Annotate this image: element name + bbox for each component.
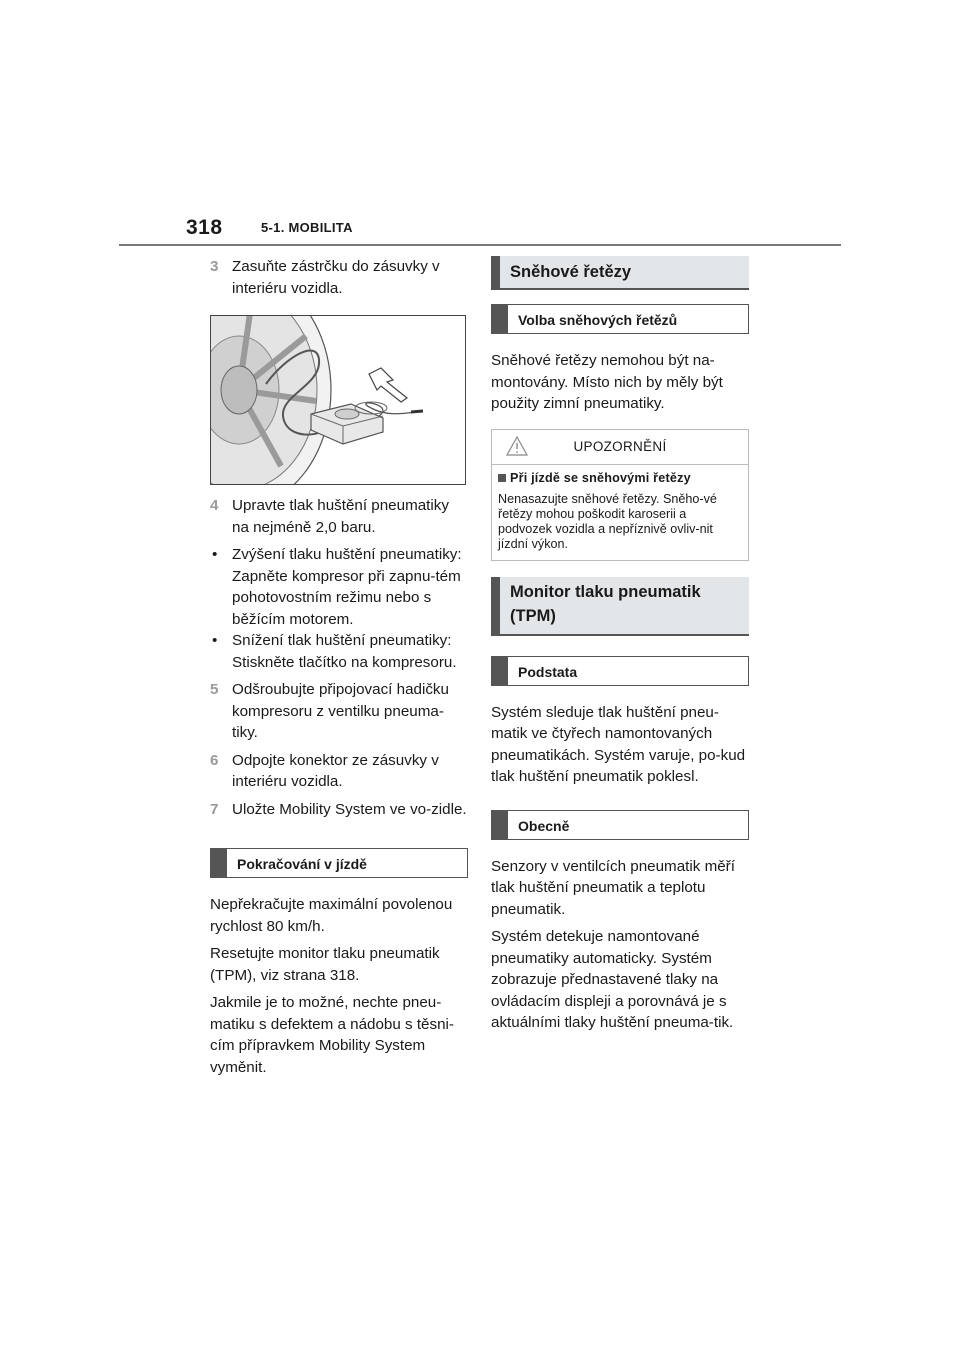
warning-label: UPOZORNĚNÍ <box>573 438 667 454</box>
heading-bar <box>492 811 508 839</box>
warning-text: Nenasazujte sněhové řetězy. Sněho-vé řetězy mohou poškodit karoserii a podvozek vozidla a nepříznivě ovliv-nit jízdní výkon. <box>498 491 717 551</box>
subheading-continue-driving <box>210 848 468 878</box>
paragraph: Senzory v ventilcích pneumatik měří tlak huštění pneumatik a teplotu pneumatik. <box>491 857 735 918</box>
step-5 <box>210 679 468 744</box>
step-number: 7 <box>210 800 219 818</box>
paragraph: Sněhové řetězy nemohou být na-montovány. Místo nich by měly být použity zimní pneumatiky. <box>491 352 723 412</box>
step-6 <box>210 750 468 793</box>
compressor-plug-image <box>211 316 466 485</box>
step-text: Odšroubujte připojovací hadičku kompresoru z ventilku pneuma-tiky. <box>232 681 449 741</box>
subheading-general <box>491 810 749 840</box>
step-text: Uložte Mobility System ve vo-zidle. <box>232 800 467 818</box>
warning-body <box>492 465 748 560</box>
page-number: 318 <box>186 216 223 239</box>
warning-triangle-icon <box>506 436 528 456</box>
step-text: Upravte tlak huštění pneumatiky na nejméně 2,0 baru. <box>232 497 449 536</box>
warning-title <box>498 471 740 486</box>
step-number: 4 <box>210 497 219 514</box>
subheading-text: Obecně <box>518 817 570 834</box>
paragraph: Nepřekračujte maximální povolenou rychlost 80 km/h. <box>210 896 453 935</box>
warning-box <box>491 429 749 561</box>
step-number: 3 <box>210 258 219 275</box>
bullet-item <box>210 544 468 630</box>
paragraph: Systém detekuje namontované pneumatiky automaticky. Systém zobrazuje přednastavené tlaky na ovládacím displeji a porovnává je s aktuálními tlaky huštění pneuma-tik. <box>491 928 734 1031</box>
warning-title-text: Při jízdě se sněhovými řetězy <box>510 470 691 485</box>
section-heading-text: Sněhové řetězy <box>510 263 632 281</box>
heading-bar <box>492 305 508 333</box>
step-3 <box>210 256 468 299</box>
heading-bar <box>491 256 500 288</box>
subheading-text: Podstata <box>518 663 578 680</box>
paragraph: Resetujte monitor tlaku pneumatik (TPM), viz strana 318. <box>210 945 440 984</box>
header-rule <box>119 244 841 246</box>
heading-bar <box>492 657 508 685</box>
subheading-text: Volba sněhových řetězů <box>518 312 678 328</box>
section-heading-snow-chains <box>491 256 749 290</box>
heading-bar <box>491 577 500 634</box>
chapter-title: 5-1. MOBILITA <box>261 220 353 235</box>
bullet-text: Snížení tlak huštění pneumatiky: Stiskněte tlačítko na kompresoru. <box>232 632 457 671</box>
bullet-dot: • <box>212 546 218 563</box>
paragraph: Jakmile je to možné, nechte pneu-matiku s defektem a nádobu s těsni-cím přípravkem Mobility System vyměnit. <box>210 994 454 1076</box>
step-4 <box>210 495 468 538</box>
subheading-principle <box>491 656 749 686</box>
step-text: Zasuňte zástrčku do zásuvky v interiéru vozidla. <box>232 258 440 297</box>
step-7 <box>210 799 468 821</box>
bullet-item <box>210 630 468 673</box>
heading-bar <box>211 849 227 877</box>
paragraph: Systém sleduje tlak huštění pneu-matik ve čtyřech namontovaných pneumatikách. Systém varuje, po-kud tlak huštění pneumatik poklesl. <box>491 703 746 785</box>
warning-header <box>492 430 748 465</box>
bullet-text: Zvýšení tlaku huštění pneumatiky: Zapněte kompresor při zapnu-tém pohotovostním režimu nebo s běžícím motorem. <box>232 546 462 628</box>
compressor-illustration <box>210 315 466 485</box>
square-bullet-icon <box>498 474 506 482</box>
section-heading-tpm <box>491 577 749 636</box>
step-text: Odpojte konektor ze zásuvky v interiéru vozidla. <box>232 751 439 790</box>
section-heading-text: Monitor tlaku pneumatik (TPM) <box>510 582 701 625</box>
step-number: 5 <box>210 681 219 698</box>
right-column <box>491 256 749 1040</box>
subheading-text: Pokračování v jízdě <box>237 856 367 872</box>
left-column <box>210 256 468 1084</box>
bullet-dot: • <box>212 632 218 649</box>
step-number: 6 <box>210 751 219 769</box>
subheading-chain-choice <box>491 304 749 334</box>
